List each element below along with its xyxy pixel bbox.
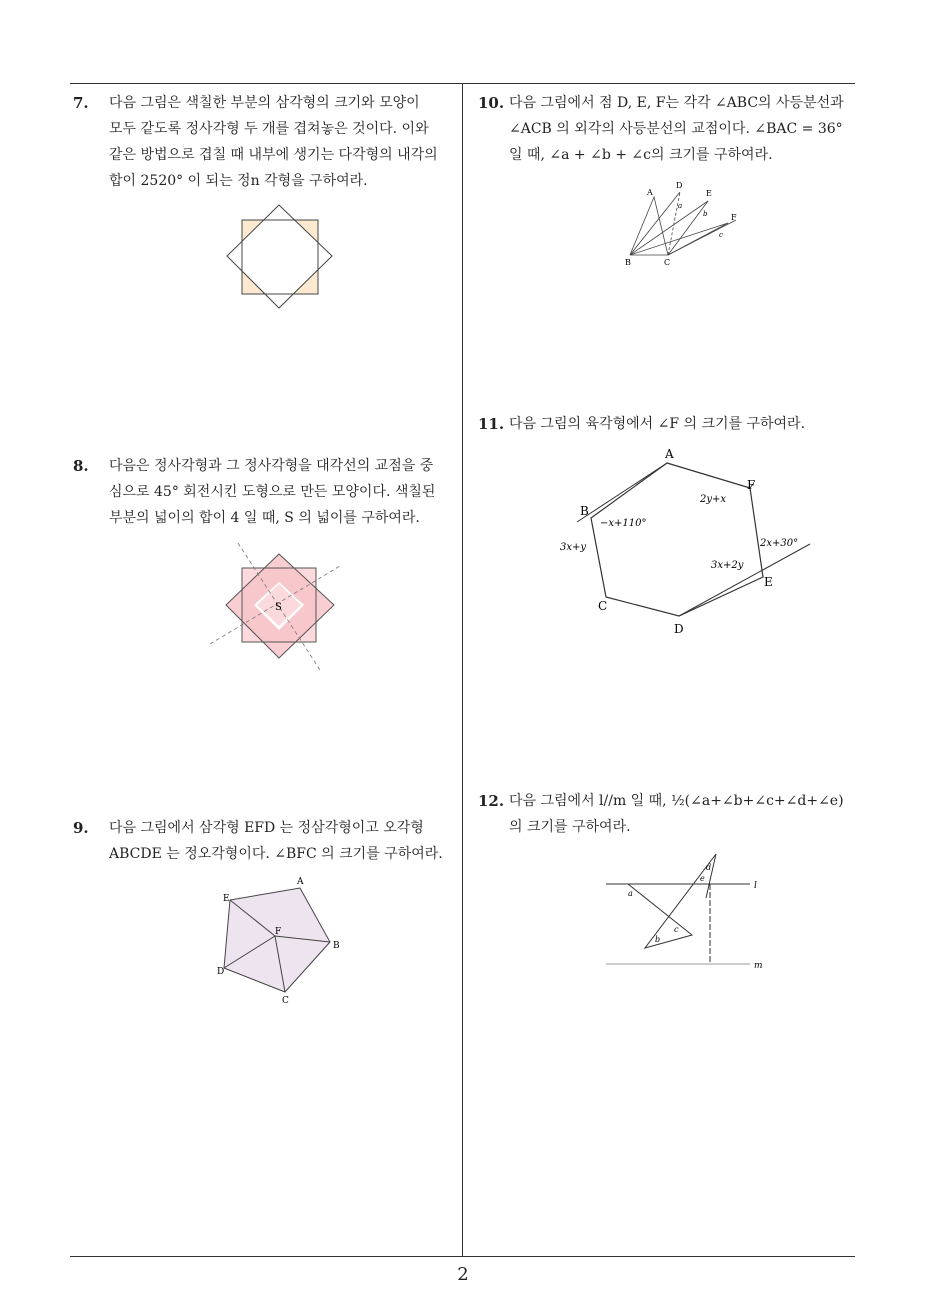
text-line: ∠ACB 의 외각의 사등분선의 교점이다. ∠BAC = 36°	[509, 121, 843, 137]
problem-text	[109, 90, 438, 194]
angle-expr-f: 2y+x	[700, 494, 727, 505]
text-line: ABCDE 는 정오각형이다. ∠BFC 의 크기를 구하여라.	[109, 846, 443, 862]
problem-number: 11.	[478, 415, 505, 433]
problem-number: 8.	[73, 457, 89, 475]
problem-10	[478, 90, 858, 170]
vertex-label-f: F	[731, 213, 737, 222]
angle-expr-b-outer: 3x+y	[560, 542, 587, 553]
figure-parallel-lines	[598, 846, 778, 974]
area-label-s: S	[275, 602, 282, 613]
problem-text	[109, 815, 443, 867]
text-line: 같은 방법으로 겹칠 때 내부에 생기는 다각형의 내각의	[109, 147, 438, 163]
figure-pentagon	[212, 874, 348, 1008]
text-line: 합이 2520° 이 되는 정n 각형을 구하여라.	[109, 173, 368, 189]
angle-label-c: c	[719, 231, 723, 239]
text-line: 다음 그림은 색칠한 부분의 삼각형의 크기와 모양이	[109, 95, 420, 111]
problem-12	[478, 788, 868, 844]
column-divider	[462, 83, 463, 1256]
problem-text	[509, 788, 844, 840]
angle-label-a: a	[628, 889, 633, 898]
vertex-label-a: A	[297, 877, 304, 887]
text-line: 다음 그림에서 l//m 일 때, ½(∠a+∠b+∠c+∠d+∠e)	[509, 793, 844, 809]
text-line: 부분의 넓이의 합이 4 일 때, S 의 넓이를 구하여라.	[109, 510, 420, 526]
text-line: 일 때, ∠a + ∠b + ∠c의 크기를 구하여라.	[509, 147, 773, 163]
angle-expr-b-inner: −x+110°	[600, 518, 647, 529]
text-line: 심으로 45° 회전시킨 도형으로 만든 모양이다. 색칠된	[109, 484, 436, 500]
angle-label-e: e	[700, 874, 705, 883]
problem-11	[478, 411, 858, 441]
angle-expr-e-outer: 2x+30°	[760, 538, 799, 549]
problem-9	[73, 815, 463, 871]
vertex-label-d: D	[217, 967, 225, 977]
vertex-label-c: C	[598, 599, 608, 613]
vertex-label-c: C	[664, 258, 671, 267]
angle-label-a: a	[678, 202, 683, 210]
vertex-label-e: E	[706, 189, 712, 198]
angle-label-c: c	[674, 925, 679, 934]
line-label-m: m	[754, 961, 763, 971]
problem-7	[73, 90, 463, 200]
figure-rotated-squares	[210, 538, 342, 672]
angle-label-b: b	[655, 935, 661, 944]
text-line: 모두 같도록 정사각형 두 개를 겹쳐놓은 것이다. 이와	[109, 121, 429, 137]
bottom-rule	[70, 1256, 855, 1257]
page-number: 2	[457, 1264, 469, 1285]
problem-number: 10.	[478, 94, 505, 112]
line-label-l: l	[754, 881, 757, 891]
problem-number: 9.	[73, 819, 89, 837]
angle-label-d: d	[706, 863, 712, 872]
problem-number: 7.	[73, 94, 89, 112]
figure-overlapping-squares	[222, 200, 338, 312]
angle-expr-e-inner: 3x+2y	[711, 560, 744, 571]
text-line: 다음 그림의 육각형에서 ∠F 의 크기를 구하여라.	[509, 416, 806, 432]
text-line: 다음 그림에서 삼각형 EFD 는 정삼각형이고 오각형	[109, 820, 424, 836]
figure-hexagon	[555, 440, 815, 640]
angle-label-b: b	[703, 210, 708, 218]
vertex-label-b: B	[580, 504, 589, 518]
text-line: 다음은 정사각형과 그 정사각형을 대각선의 교점을 중	[109, 458, 434, 474]
problem-text	[509, 90, 844, 168]
vertex-label-a: A	[665, 447, 674, 461]
vertex-label-d: D	[674, 622, 684, 636]
vertex-label-d: D	[676, 181, 683, 190]
problem-text	[109, 453, 435, 531]
problem-8	[73, 453, 463, 533]
problem-number: 12.	[478, 792, 505, 810]
vertex-label-a: A	[647, 188, 653, 197]
vertex-label-b: B	[333, 941, 340, 951]
vertex-label-f: F	[747, 478, 756, 492]
text-line: 다음 그림에서 점 D, E, F는 각각 ∠ABC의 사등분선과	[509, 95, 844, 111]
vertex-label-b: B	[625, 258, 631, 267]
vertex-label-f: F	[275, 927, 282, 937]
vertex-label-c: C	[282, 996, 289, 1006]
text-line: 의 크기를 구하여라.	[509, 819, 631, 835]
vertex-label-e: E	[764, 575, 773, 589]
figure-angle-trisectors	[618, 178, 748, 270]
problem-text	[509, 411, 805, 437]
vertex-label-e: E	[223, 894, 230, 904]
